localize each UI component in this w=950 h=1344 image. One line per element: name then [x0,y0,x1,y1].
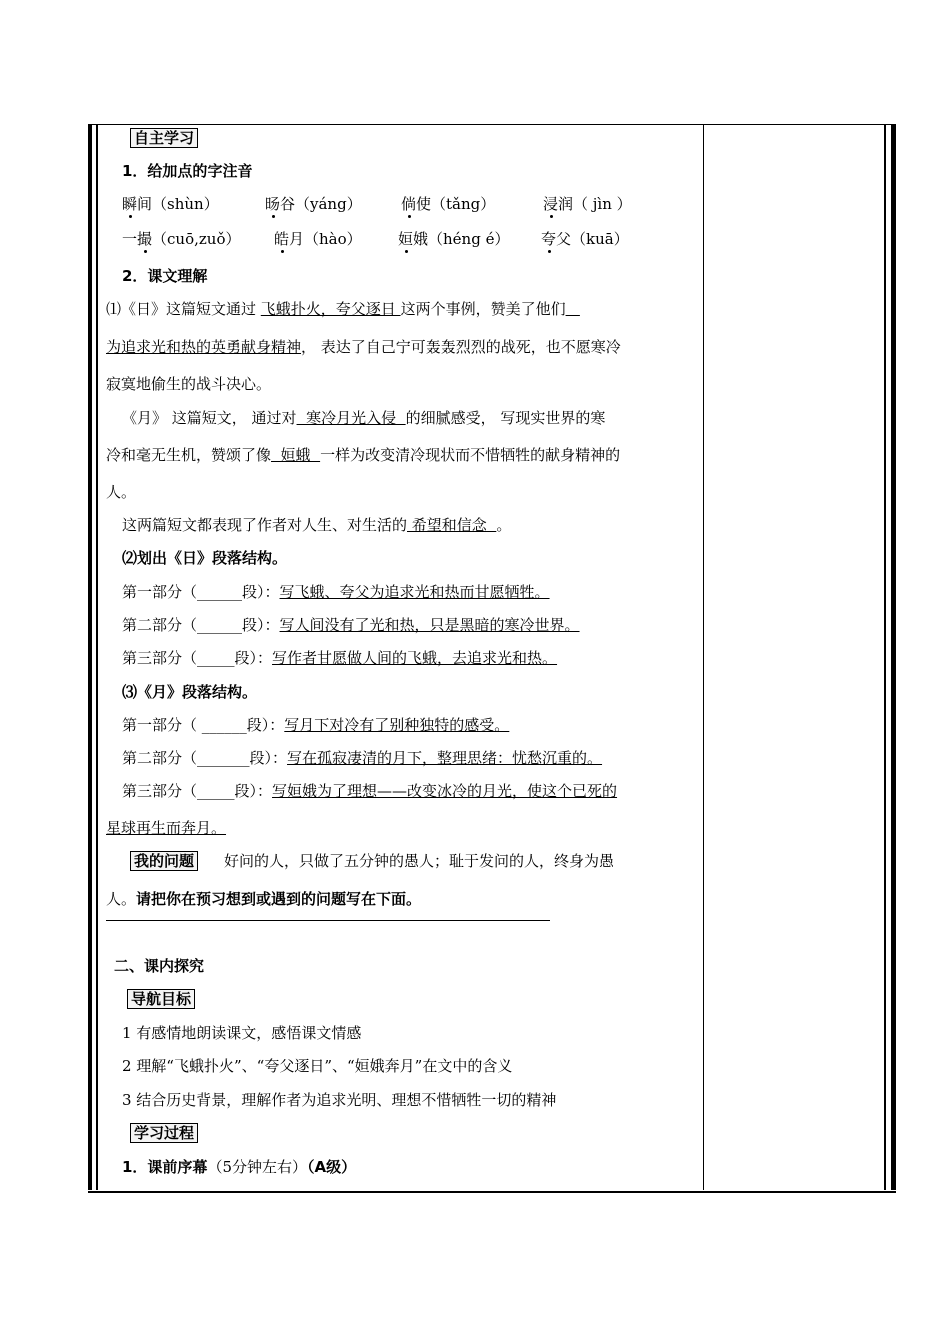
step-1-line: 1．课前序幕（5分钟左右）（A级） [122,1158,357,1176]
table-border-right [891,124,896,1190]
ri-structure-part: 第一部分（______段）：写飞蛾、夸父为追求光和热而甘愿牺牲。 [122,583,550,601]
question-1-title: 1．给加点的字注音 [122,162,253,180]
ri-structure-part: 第三部分（_____段）：写作者甘愿做人间的飞蛾，去追求光和热。 [122,649,558,667]
table-border-left-inner [96,124,98,1190]
paragraph-yue-line2: 冷和毫无生机，赞颂了像 姮蛾 一样为改变清冷现状而不惜牺牲的献身精神的 [106,446,621,464]
table-border-left [88,124,92,1190]
goal-item: 3 结合历史背景，理解作者为追求光明、理想不惜牺牲一切的精神 [122,1091,557,1109]
paragraph-ri-line3: 寂寞地偷生的战斗决心。 [106,375,272,393]
paragraph-yue-line3: 人。 [106,483,137,501]
yue-structure-part: 第三部分（_____段）：写姮娥为了理想——改变冰冷的月光，使这个已死的 [122,782,618,800]
my-question-label: 我的问题 [130,851,198,871]
pinyin-item: 浸润（ jìn ） [543,195,632,213]
ri-structure-part: 第二部分（______段）：写人间没有了光和热，只是黑暗的寒冷世界。 [122,616,580,634]
pinyin-item: 一撮（cuō,zuǒ） [122,230,241,248]
my-question-line2: 人。请把你在预习想到或遇到的问题写在下面。 [106,890,422,908]
pinyin-item: 旸谷（yáng） [265,195,362,213]
nav-goals-heading: 导航目标 [127,989,195,1009]
paragraph-yue-line1: 《月》 这篇短文， 通过对 寒冷月光入侵 的细腻感受， 写现实世界的寒 [122,409,606,427]
goal-item: 1 有感情地朗读课文，感悟课文情感 [122,1024,362,1042]
question-2-title: 2．课文理解 [122,267,208,285]
table-border-right-inner [884,124,886,1190]
pinyin-item: 瞬间（shùn） [122,195,219,213]
ri-structure-title: ⑵划出《日》段落结构。 [122,549,288,567]
yue-structure-part: 第一部分（ ______段）：写月下对冷有了别种独特的感受。 [122,716,510,734]
process-heading: 学习过程 [130,1123,198,1143]
column-divider [703,124,704,1190]
self-study-heading: 自主学习 [130,128,198,148]
pinyin-item: 夸父（kuā） [541,230,629,248]
section-2-heading: 二、课内探究 [114,957,205,975]
paragraph-ri-line2: 为追求光和热的英勇献身精神， 表达了自己宁可轰轰烈烈的战死，也不愿寒冷 [106,338,621,356]
paragraph-ri-line1: ⑴《日》这篇短文通过 飞蛾扑火，夸父逐日 这两个事例，赞美了他们 [106,300,566,318]
goal-item: 2 理解“飞蛾扑火”、“夸父逐日”、“姮娥奔月”在文中的含义 [122,1057,513,1075]
yue-structure-title: ⑶《月》段落结构。 [122,683,258,701]
pinyin-item: 皓月（hào） [274,230,362,248]
paragraph-summary: 这两篇短文都表现了作者对人生、对生活的 希望和信念 。 [122,516,512,534]
pinyin-item: 倘使（tǎng） [401,195,496,213]
yue-structure-continuation: 星球再生而奔月。 [106,819,227,837]
my-question-line1: 我的问题 好问的人，只做了五分钟的愚人；耻于发问的人，终身为愚 [130,851,614,871]
answer-line[interactable] [106,920,550,921]
pinyin-item: 姮娥（héng é） [398,230,510,248]
yue-structure-part: 第二部分（_______段）：写在孤寂凄清的月下，整理思绪：忧愁沉重的。 [122,749,603,767]
